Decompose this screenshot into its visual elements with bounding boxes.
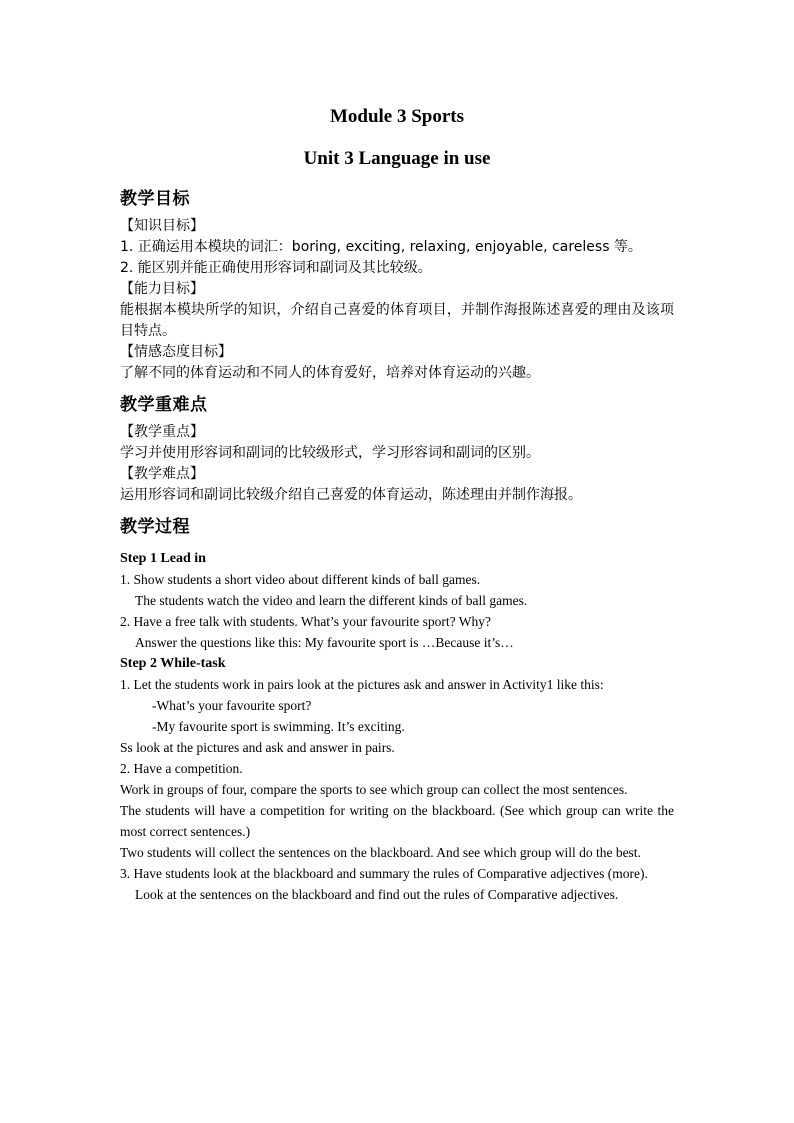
document-page (120, 104, 674, 905)
step-1-line-4: Answer the questions like this: My favourite sport is …Because it’s… (135, 635, 514, 650)
module-title: Module 3 Sports (329, 106, 465, 127)
ability-text: 能根据本模块所学的知识，介绍自己喜爱的体育项目，并制作海报陈述喜爱的理由及该项目特点。 (120, 302, 674, 339)
step-1-line-3: 2. Have a free talk with students. What’s your favourite sport? Why? (120, 614, 492, 629)
step-2-line-7: The students will have a competition for writing on the blackboard. (See which group can write the most correct sentences.) (120, 803, 674, 839)
step-2-line-1: 1. Let the students work in pairs look at the pictures ask and answer in Activity1 like this: (120, 677, 604, 692)
step-1-line-1: 1. Show students a short video about different kinds of ball games. (120, 572, 481, 587)
step-1-line-2: The students watch the video and learn the different kinds of ball games. (135, 593, 528, 608)
step-2-line-8: Two students will collect the sentences on the blackboard. And see which group will do the best. (120, 845, 641, 860)
step-2-line-9: 3. Have students look at the blackboard and summary the rules of Comparative adjectives (more). (120, 866, 648, 881)
difficulty-text: 运用形容词和副词比较级介绍自己喜爱的体育运动，陈述理由并制作海报。 (120, 487, 582, 503)
section-heading-process: 教学过程 (120, 517, 190, 537)
knowledge-label: 【知识目标】 (120, 218, 204, 234)
knowledge-item-2: 2. 能区别并能正确使用形容词和副词及其比较级。 (120, 260, 432, 276)
attitude-label: 【情感态度目标】 (120, 344, 232, 360)
step-2-title: Step 2 While-task (120, 656, 226, 671)
step-1-title: Step 1 Lead in (120, 551, 206, 566)
section-heading-goals: 教学目标 (120, 189, 190, 209)
knowledge-item-1: 1. 正确运用本模块的词汇：boring, exciting, relaxing, enjoyable, careless 等。 (120, 239, 642, 255)
step-2-line-3: -My favourite sport is swimming. It’s exciting. (152, 719, 405, 734)
step-2-line-5: 2. Have a competition. (120, 761, 243, 776)
focus-text: 学习并使用形容词和副词的比较级形式，学习形容词和副词的区别。 (120, 445, 540, 461)
step-2-line-4: Ss look at the pictures and ask and answer in pairs. (120, 740, 395, 755)
ability-label: 【能力目标】 (120, 281, 204, 297)
section-heading-keypoints: 教学重难点 (120, 395, 208, 415)
unit-title: Unit 3 Language in use (303, 148, 491, 169)
step-2-line-2: -What’s your favourite sport? (152, 698, 312, 713)
attitude-text: 了解不同的体育运动和不同人的体育爱好，培养对体育运动的兴趣。 (120, 365, 540, 381)
step-2-line-10: Look at the sentences on the blackboard and find out the rules of Comparative adjectives. (135, 887, 619, 902)
step-2-line-6: Work in groups of four, compare the sports to see which group can collect the most sentences. (120, 782, 628, 797)
focus-label: 【教学重点】 (120, 424, 204, 440)
difficulty-label: 【教学难点】 (120, 466, 204, 482)
